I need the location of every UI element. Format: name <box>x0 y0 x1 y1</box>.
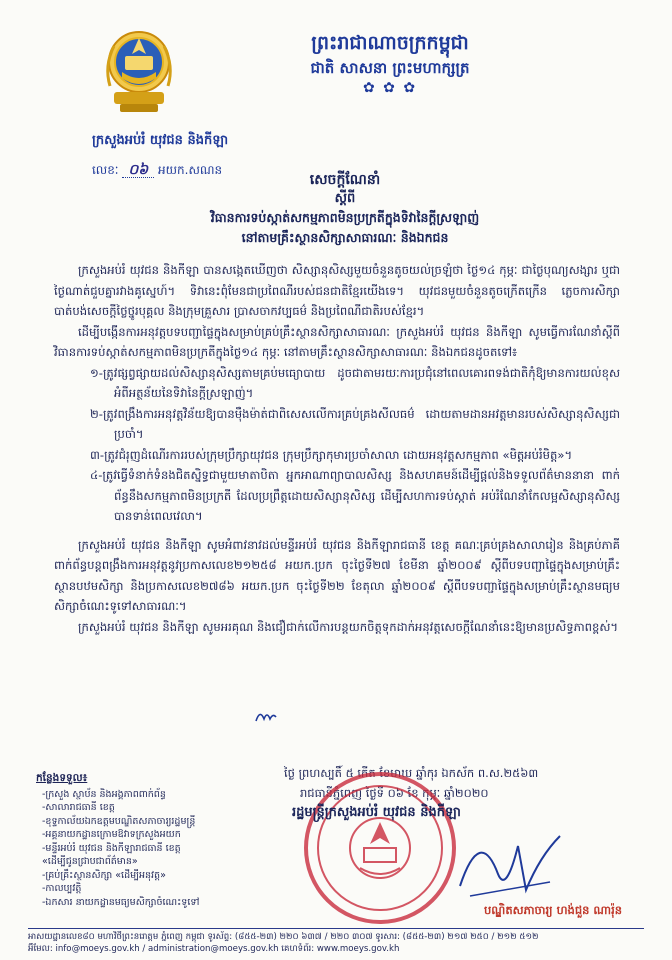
signer-name: បណ្ឌិតសភាចារ្យ ហង់ជួន ណារ៉ុន <box>484 903 623 917</box>
ornament: ✿ ✿ ✿ <box>362 80 418 96</box>
ref-number: ០៦ <box>128 162 149 178</box>
kingdom-title: ព្រះរាជាណាចក្រកម្ពុជា <box>311 32 469 54</box>
recipient-item: -មន្ទីរអប់រំ យុវជន និងកីឡារាជធានី ខេត្ត <box>42 842 181 854</box>
paragraph-1: ក្រសួងអប់រំ យុវជន និងកីឡា បានសង្កេតឃើញថា សិស្សានុសិស្សមួយចំនួនតូចយល់ច្រឡំថា ថ្ងៃ១៤ កុម្ភៈ ជាថ្ងៃបុណ្យសង្សារ ឬជាថ្ងៃណាត់ជួបគ្នារវាងគូស្នេហ៍។ ទិវានេះពុំមែនជាប្រពៃណីរបស់ជនជាតិខ្មែរយើងទេ។ យុវជនមួយចំនួនតូចក្រើតក្រើន ភ្លេចការសិក្សា បាត់បង់សេចក្តីថ្លៃថ្នូរបុគ្គល និងក្រុមគ្រួសារ ប្រាសចាកវប្បធម៌ និងប្រពៃណីជាតិរបស់ខ្មែរ។ <box>54 263 620 318</box>
recipient-item: -ខុទ្ទកាល័យឯកឧត្តមបណ្ឌិតសភាចារ្យរដ្ឋមន្ត្រី <box>42 815 196 827</box>
list-item-4: ៤-ត្រូវធ្វើទំនាក់ទំនងជិតស្និទ្ធជាមួយមាតាបិតា អ្នកអាណាព្យាបាលសិស្ស និងសហគមន៍ដើម្បីផ្តល់និងទទួលព័ត៌មាននានា ពាក់ព័ន្ធនឹងសកម្មភាពមិនប្រក្រតី ដែលប្រព្រឹត្តដោយសិស្សានុសិស្ស ដើម្បីសហការទប់ស្កាត់ អប់រំណែនាំកែលម្អសិស្សានុសិស្ស បានទាន់ពេលវេលា។ <box>90 468 620 523</box>
signature-icon <box>440 816 590 906</box>
recipient-item: -សាលារាជធានី ខេត្ត <box>42 802 115 813</box>
ministry-emblem-icon <box>100 26 178 118</box>
list-item-1: ១-ត្រូវផ្សព្វផ្សាយដល់សិស្សានុសិស្សតាមគ្រប់មធ្យោបាយ ដូចជាតាមរយៈការប្រជុំនៅពេលគោរពទង់ជាតិកុំឱ្យមានការយល់ខុសអំពីអត្ថន័យនៃទិវានៃក្តីស្រឡាញ់។ <box>90 365 620 400</box>
list-item-2: ២-ត្រូវពង្រឹងការអនុវត្តវិន័យឱ្យបានម៉ឺងម៉ាត់ជាពិសេសលើការគ្រប់គ្រងសីលធម៌ ដោយតាមដានអវត្តមានរបស់សិស្សានុសិស្សជាប្រចាំ។ <box>90 406 620 441</box>
document-type: សេចក្តីណែនាំ <box>309 172 381 188</box>
list-item-3: ៣-ត្រូវជំរុញដំណើរការរបស់ក្រុមប្រឹក្សាយុវជន ក្រុមប្រឹក្សាកុមារប្រចាំសាលា ដោយអនុវត្តសកម្មភាព «មិត្តអប់រំមិត្ត»។ <box>90 447 573 462</box>
recipient-item: -ឯកសារ នាយកដ្ឋានមធ្យមសិក្សាចំណេះទូទៅ <box>42 896 200 908</box>
recipient-item: -គ្រប់គ្រឹះស្ថានសិក្សា «ដើម្បីអនុវត្ត» <box>42 869 166 881</box>
ministry-name: ក្រសួងអប់រំ យុវជន និងកីឡា <box>92 133 229 148</box>
national-motto: ជាតិ សាសនា ព្រះមហាក្សត្រ <box>310 59 470 77</box>
paragraph-4: ក្រសួងអប់រំ យុវជន និងកីឡា សូមអរគុណ និងជឿជាក់លើការបន្តយកចិត្តទុកដាក់អនុវត្តសេចក្តីណែនាំនេះឱ្យមានប្រសិទ្ធភាពខ្ពស់។ <box>78 619 619 634</box>
kingdom-heading <box>250 30 530 96</box>
recipient-item: «ដើម្បីជូនជ្រាបជាព័ត៌មាន» <box>42 856 138 867</box>
ref-label: លេខៈ <box>92 163 119 177</box>
recipient-item: -ក្រសួង ស្ថាប័ន និងអង្គភាពពាក់ព័ន្ធ <box>42 788 166 800</box>
footer-address: អាសយដ្ឋានលេខ៨០ មហាវិថីព្រះនរោត្តម ភ្នំពេញ កម្ពុជា ទូរស័ព្ទ: (៨៥៥-២៣) ២២០ ៦៣៧ / ២២០ ៣០៧ ទូរសារ: (៨៥៥-២៣) ២១៧ ២៥០ / ២១២ ៥១២ <box>28 932 539 942</box>
signer-title: រដ្ឋមន្ត្រីក្រសួងអប់រំ យុវជន និងកីឡា <box>292 805 461 820</box>
recipient-item: -អគ្គនាយកដ្ឋានក្រោមឱវាទក្រសួងអយក <box>42 829 181 840</box>
letterhead-footer <box>28 928 644 955</box>
document-body <box>54 260 620 637</box>
paragraph-2: ដើម្បីបង្កើនការអនុវត្តបទបញ្ជាផ្ទៃក្នុងសម្រាប់គ្រប់គ្រឹះស្ថានសិក្សាសាធារណៈ ក្រសួងអប់រំ យុវជន និងកីឡា សូមធ្វើការណែនាំស្តីពីវិធានការទប់ស្កាត់សកម្មភាពមិនប្រក្រតីក្នុងថ្ងៃ១៤ កុម្ភៈ នៅតាមគ្រឹះស្ថានសិក្សាសាធារណៈ និងឯកជនដូចតទៅ៖ <box>54 324 620 359</box>
lunar-date: ថ្ងៃ ព្រហស្បតិ៍ ៥ កើត ខែមាឃ ឆ្នាំកុរ ឯកស័ក ព.ស.២៥៦៣ <box>284 766 539 780</box>
recipients-list <box>36 772 199 909</box>
ref-suffix: អយក.សណន <box>158 163 223 177</box>
recipient-item: -កាលប្បវត្តិ <box>42 883 82 894</box>
document-scope: នៅតាមគ្រឹះស្ថានសិក្សាសាធារណៈ និងឯកជន <box>241 230 449 245</box>
document-titles <box>110 170 580 248</box>
about-label: ស្តីពី <box>334 191 356 206</box>
footer-contact: អ៊ីមែល: info@moeys.gov.kh / administration@moeys.gov.kh គេហទំព័រ: www.moeys.gov.kh <box>28 944 400 954</box>
solar-date: រាជធានីភ្នំពេញ ថ្ងៃទី ០៦ ខែ កុម្ភៈ ឆ្នាំ២០២០ <box>300 786 489 800</box>
initial-mark-icon <box>254 707 278 725</box>
paragraph-3: ក្រសួងអប់រំ យុវជន និងកីឡា សូមអំពាវនាវដល់មន្ទីរអប់រំ យុវជន និងកីឡារាជធានី ខេត្ត គណៈគ្រប់គ្រងសាលារៀន និងគ្រប់ភាគីពាក់ព័ន្ធបន្តពង្រឹងការអនុវត្តនូវប្រកាសលេខ២១២៥៨ អយក.ប្រក ចុះថ្ងៃទី២៧ ខែមីនា ឆ្នាំ២០០៩ ស្តីពីបទបញ្ជាផ្ទៃក្នុងសម្រាប់គ្រឹះស្ថានបឋមសិក្សា និងប្រកាសលេខ២៧៨៦ អយក.ប្រក ចុះថ្ងៃទី២២ ខែតុលា ឆ្នាំ២០០៩ ស្តីពីបទបញ្ជាផ្ទៃក្នុងសម្រាប់គ្រឹះស្ថានមធ្យមសិក្សាចំណេះទូទៅសាធារណៈ។ <box>54 537 620 613</box>
official-seal-icon <box>300 768 460 928</box>
document-subject: វិធានការទប់ស្កាត់សកម្មភាពមិនប្រក្រតីក្នុងទិវានៃក្តីស្រឡាញ់ <box>210 210 480 225</box>
recipients-heading: កន្លែងទទួល៖ <box>36 772 88 784</box>
